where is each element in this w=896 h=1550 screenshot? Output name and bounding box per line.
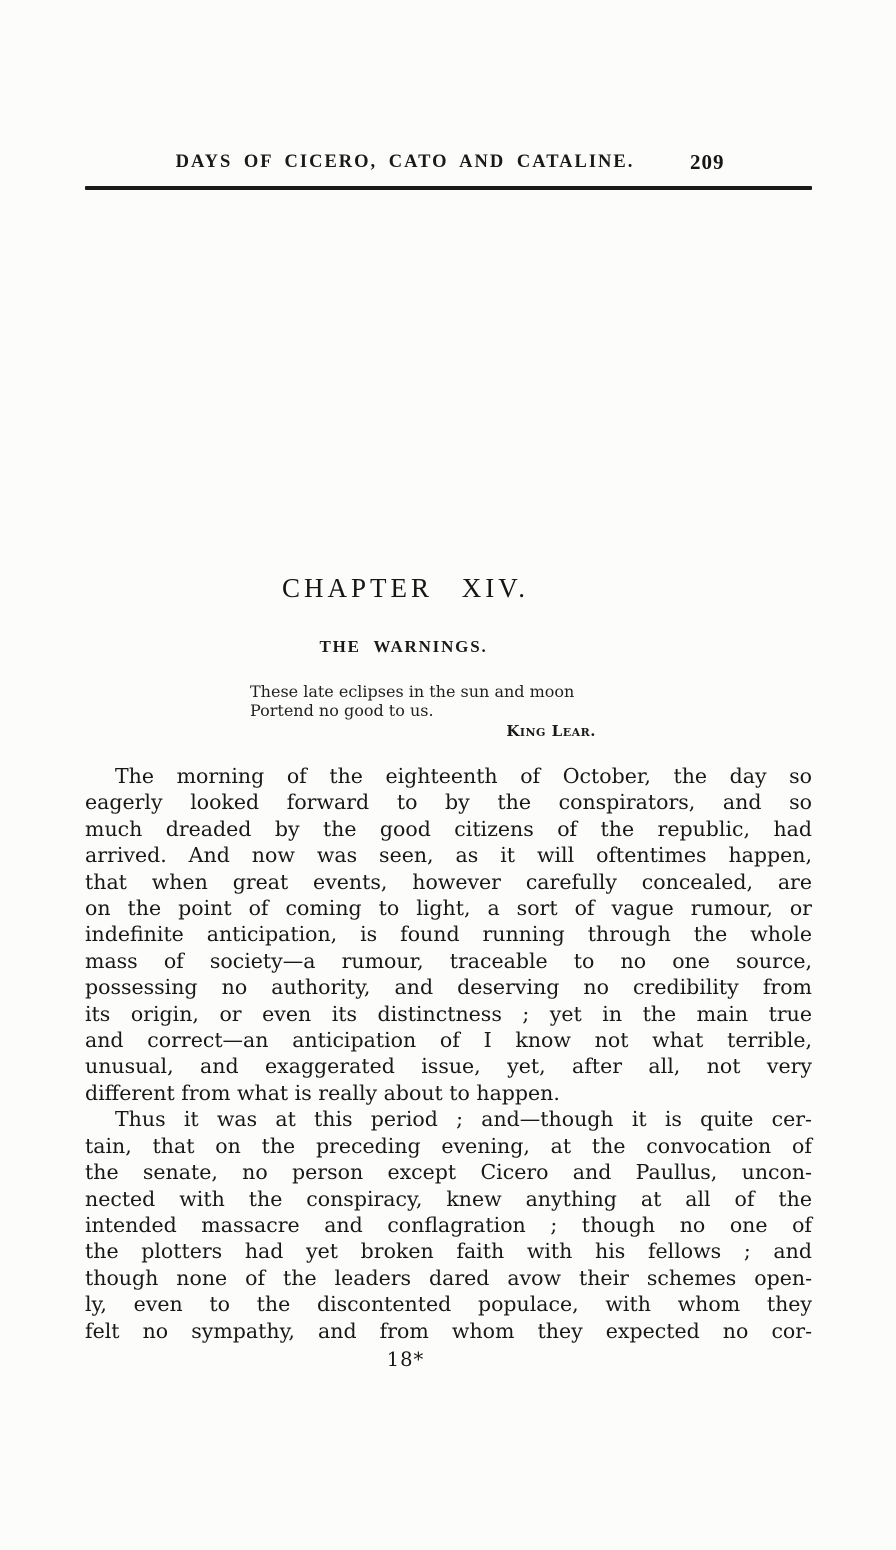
text-line: nected with the conspiracy, knew anything at all of the <box>85 1186 812 1211</box>
epigraph-attribution: King Lear. <box>506 722 596 740</box>
body-text <box>85 763 812 1344</box>
text-line: ly, even to the discontented populace, with whom they <box>85 1292 812 1317</box>
text-line: that when great events, however carefully concealed, are <box>85 869 812 894</box>
text-line: arrived. And now was seen, as it will oftentimes happen, <box>85 843 812 868</box>
text-line: though none of the leaders dared avow their schemes open- <box>85 1265 812 1290</box>
header-rule <box>85 186 812 190</box>
text-line: its origin, or even its distinctness ; yet in the main true <box>85 1001 812 1026</box>
page-number: 209 <box>690 150 725 174</box>
chapter-subheading: THE WARNINGS. <box>319 637 488 656</box>
text-line: felt no sympathy, and from whom they expected no cor- <box>85 1318 812 1343</box>
running-header-title: DAYS OF CICERO, CATO AND CATALINE. <box>175 152 635 172</box>
text-line: eagerly looked forward to by the conspirators, and so <box>85 790 812 815</box>
signature-mark: 18* <box>386 1347 425 1371</box>
text-line: The morning of the eighteenth of October, the day so <box>115 764 812 788</box>
text-line: tain, that on the preceding evening, at the convocation of <box>85 1133 812 1158</box>
paragraph-2 <box>85 1106 812 1344</box>
text-line: indefinite anticipation, is found running through the whole <box>85 922 812 947</box>
text-line: much dreaded by the good citizens of the republic, had <box>85 816 812 841</box>
text-line: Thus it was at this period ; and—though it is quite cer- <box>115 1107 812 1132</box>
text-line: mass of society—a rumour, traceable to no one source, <box>85 948 812 973</box>
running-header <box>85 150 812 178</box>
page-content <box>0 150 896 1371</box>
text-line: and correct—an anticipation of I know not what terrible, <box>85 1028 812 1053</box>
paragraph-1 <box>85 763 812 1106</box>
text-line: intended massacre and conflagration ; though no one of <box>85 1212 812 1237</box>
epigraph-lines <box>250 682 598 720</box>
text-line: possessing no authority, and deserving no credibility from <box>85 975 812 1000</box>
text-line: unusual, and exaggerated issue, yet, after all, not very <box>85 1054 812 1079</box>
chapter-heading: CHAPTER XIV. <box>281 573 530 603</box>
text-line: on the point of coming to light, a sort of vague rumour, or <box>85 896 812 921</box>
text-line: These late eclipses in the sun and moon <box>250 682 575 701</box>
epigraph <box>250 682 598 741</box>
text-line: different from what is really about to happen. <box>85 1080 560 1105</box>
text-line: Portend no good to us. <box>250 701 434 720</box>
text-line: the senate, no person except Cicero and Paullus, uncon- <box>85 1160 812 1185</box>
text-line: the plotters had yet broken faith with his fellows ; and <box>85 1239 812 1264</box>
